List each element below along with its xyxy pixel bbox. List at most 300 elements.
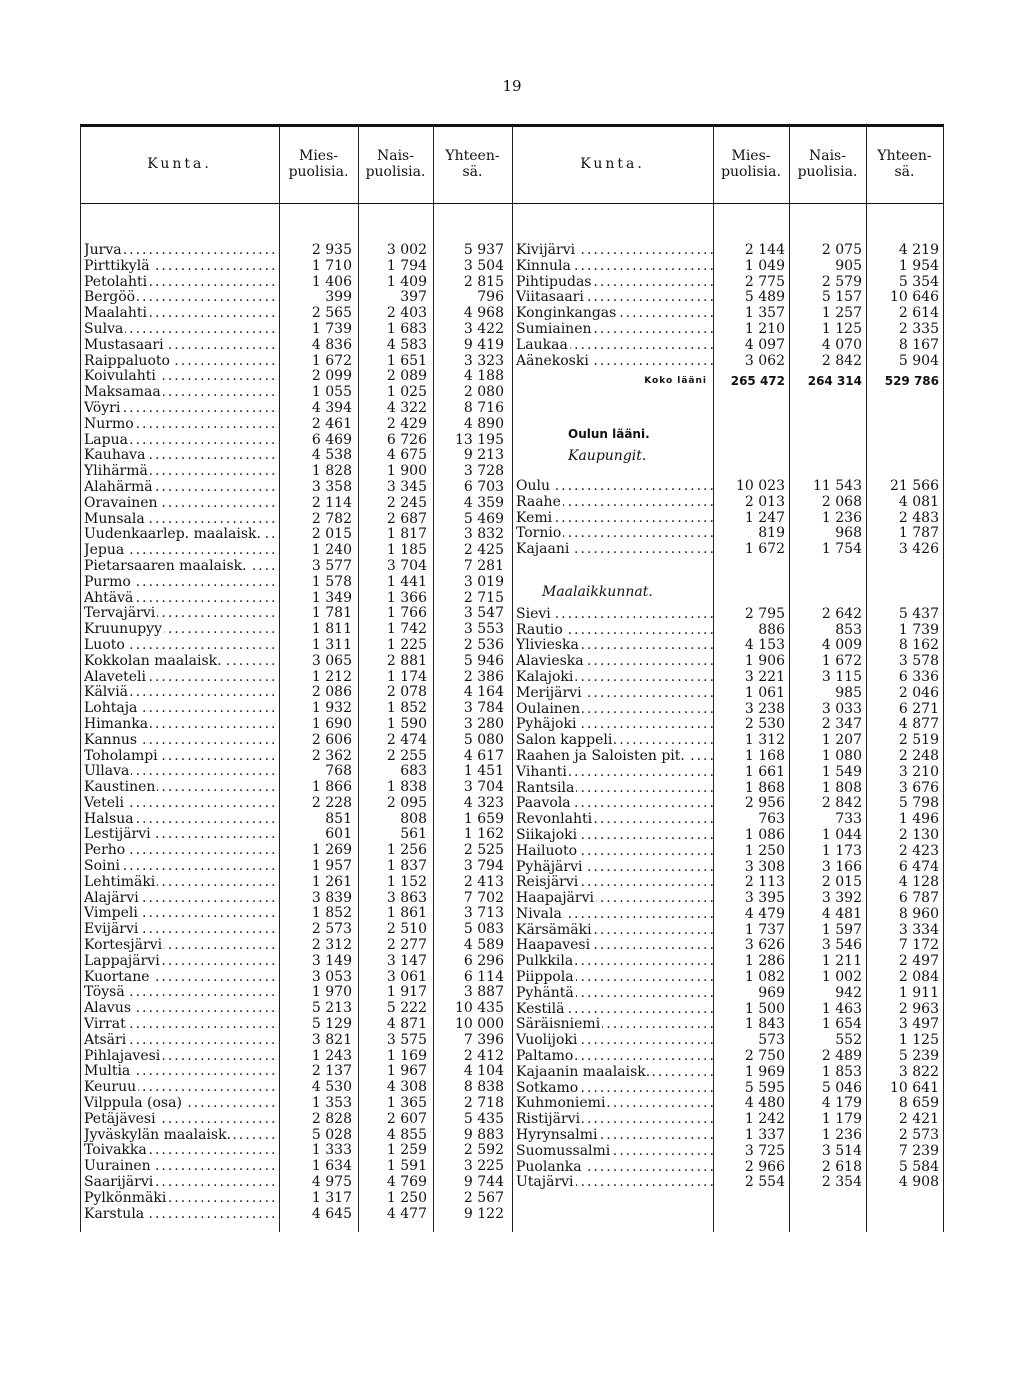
miespuolisia-value: 1 311 bbox=[311, 636, 352, 653]
miespuolisia-value: 1 781 bbox=[311, 605, 352, 622]
naispuolisia-value: 683 bbox=[400, 763, 427, 780]
kunta-name: Kajaanin maalaisk. ..... bbox=[516, 1065, 713, 1081]
miespuolisia-value: 1 061 bbox=[744, 684, 785, 701]
yhteensa-value: 1 954 bbox=[898, 257, 939, 274]
kunta-name: Salon kappeli ..... bbox=[516, 733, 713, 749]
table-row bbox=[516, 891, 943, 907]
kunta-name: Lappajärvi ..... bbox=[84, 954, 279, 970]
kunta-name: Raahen ja Saloisten pit. ..... bbox=[516, 749, 713, 765]
table-row bbox=[516, 259, 943, 275]
yhteensa-value: 4 219 bbox=[898, 242, 939, 258]
kunta-name: Ähtävä ..... bbox=[84, 591, 279, 607]
naispuolisia-value: 853 bbox=[835, 621, 862, 638]
yhteensa-value: 3 225 bbox=[463, 1158, 504, 1175]
yhteensa-value: 10 646 bbox=[890, 289, 939, 306]
kunta-name: Hyrynsalmi ..... bbox=[516, 1128, 713, 1144]
table-row bbox=[516, 970, 943, 986]
miespuolisia-value: 3 065 bbox=[311, 652, 352, 669]
table-row bbox=[84, 780, 508, 796]
naispuolisia-value: 552 bbox=[835, 1032, 862, 1049]
yhteensa-value: 6 474 bbox=[898, 858, 939, 875]
kunta-name: Merijärvi ..... bbox=[516, 686, 713, 702]
miespuolisia-value: 1 261 bbox=[311, 873, 352, 890]
table-row bbox=[84, 401, 508, 417]
naispuolisia-value: 1 654 bbox=[821, 1016, 862, 1033]
kunta-name: Siikajoki ..... bbox=[516, 828, 713, 844]
yhteensa-value: 2 715 bbox=[463, 589, 504, 606]
naispuolisia-value: 2 403 bbox=[386, 305, 427, 322]
yhteensa-value: 4 589 bbox=[463, 937, 504, 954]
yhteensa-value: 3 280 bbox=[463, 715, 504, 732]
naispuolisia-value: 4 675 bbox=[386, 447, 427, 464]
miespuolisia-value: 5 129 bbox=[311, 1016, 352, 1033]
naispuolisia-value: 2 687 bbox=[386, 510, 427, 527]
yhteensa-value: 9 883 bbox=[463, 1126, 504, 1143]
miespuolisia-value: 2 966 bbox=[744, 1158, 785, 1175]
yhteensa-value: 3 704 bbox=[463, 779, 504, 796]
yhteensa-value: 8 162 bbox=[898, 637, 939, 654]
naispuolisia-value: 4 769 bbox=[386, 1174, 427, 1191]
naispuolisia-value: 4 179 bbox=[821, 1095, 862, 1112]
miespuolisia-value: 2 362 bbox=[311, 747, 352, 764]
naispuolisia-value: 4 009 bbox=[821, 637, 862, 654]
yhteensa-value: 2 046 bbox=[898, 684, 939, 701]
miespuolisia-value: 399 bbox=[325, 289, 352, 306]
kunta-name: Uudenkaarlep. maalaisk. ..... bbox=[84, 527, 279, 543]
yhteensa-value: 4 188 bbox=[463, 368, 504, 385]
yhteensa-value: 3 578 bbox=[898, 653, 939, 670]
naispuolisia-value: 808 bbox=[400, 810, 427, 827]
kunta-name: Halsua ..... bbox=[84, 812, 279, 828]
table-row bbox=[84, 575, 508, 591]
table-row bbox=[84, 701, 508, 717]
miespuolisia-value: 1 357 bbox=[744, 305, 785, 322]
naispuolisia-value: 4 322 bbox=[386, 399, 427, 416]
naispuolisia-value: 2 489 bbox=[821, 1048, 862, 1065]
yhteensa-value: 3 497 bbox=[898, 1016, 939, 1033]
table-row bbox=[84, 1207, 508, 1223]
yhteensa-value: 9 744 bbox=[463, 1174, 504, 1191]
table-row bbox=[516, 1033, 943, 1049]
kunta-name: Kalajoki ..... bbox=[516, 670, 713, 686]
kunta-name: Vuolijoki ..... bbox=[516, 1033, 713, 1049]
table-row bbox=[84, 638, 508, 654]
yhteensa-value: 5 904 bbox=[898, 352, 939, 369]
naispuolisia-value: 3 546 bbox=[821, 937, 862, 954]
yhteensa-value: 3 887 bbox=[463, 984, 504, 1001]
header-kunta-right: Kunta. bbox=[580, 156, 645, 172]
table-row bbox=[516, 796, 943, 812]
naispuolisia-value: 4 855 bbox=[386, 1126, 427, 1143]
table-row bbox=[516, 290, 943, 306]
miespuolisia-value: 2 114 bbox=[311, 494, 352, 511]
naispuolisia-value: 942 bbox=[835, 984, 862, 1001]
yhteensa-value: 796 bbox=[477, 289, 504, 306]
miespuolisia-value: 3 821 bbox=[311, 1031, 352, 1048]
miespuolisia-value: 1 811 bbox=[311, 621, 352, 638]
yhteensa-value: 2 963 bbox=[898, 1000, 939, 1017]
naispuolisia-value: 1 211 bbox=[821, 953, 862, 970]
table-row bbox=[84, 954, 508, 970]
miespuolisia-value: 1 240 bbox=[311, 542, 352, 559]
naispuolisia-value: 733 bbox=[835, 811, 862, 828]
naispuolisia-value: 2 510 bbox=[386, 921, 427, 938]
table-row bbox=[84, 369, 508, 385]
miespuolisia-value: 1 337 bbox=[744, 1127, 785, 1144]
miespuolisia-value: 1 906 bbox=[744, 653, 785, 670]
yhteensa-value: 2 425 bbox=[463, 542, 504, 559]
kunta-name: Kuortane ..... bbox=[84, 970, 279, 986]
yhteensa-value: 2 567 bbox=[463, 1189, 504, 1206]
table-row bbox=[516, 1128, 943, 1144]
kunta-name: Tervajärvi ..... bbox=[84, 606, 279, 622]
yhteensa-value: 2 815 bbox=[463, 273, 504, 290]
table-row bbox=[84, 1064, 508, 1080]
table-row bbox=[84, 290, 508, 306]
table-row bbox=[84, 1049, 508, 1065]
miespuolisia-value: 2 554 bbox=[744, 1174, 785, 1191]
yhteensa-value: 6 703 bbox=[463, 478, 504, 495]
table-row bbox=[516, 1049, 943, 1065]
kunta-name: Petäjävesi ..... bbox=[84, 1112, 279, 1128]
miespuolisia-value: 2 461 bbox=[311, 415, 352, 432]
miespuolisia-value: 2 015 bbox=[311, 526, 352, 543]
yhteensa-value: 5 354 bbox=[898, 273, 939, 290]
miespuolisia-value: 4 538 bbox=[311, 447, 352, 464]
miespuolisia-value: 4 645 bbox=[311, 1205, 352, 1222]
miespuolisia-value: 2 782 bbox=[311, 510, 352, 527]
miespuolisia-value: 1 852 bbox=[311, 905, 352, 922]
miespuolisia-value: 1 932 bbox=[311, 700, 352, 717]
table-row bbox=[84, 496, 508, 512]
table-row bbox=[516, 1017, 943, 1033]
kunta-name: Raippaluoto ..... bbox=[84, 354, 279, 370]
naispuolisia-value: 3 061 bbox=[386, 968, 427, 985]
yhteensa-value: 2 248 bbox=[898, 747, 939, 764]
miespuolisia-value: 2 312 bbox=[311, 937, 352, 954]
kunta-name: Konginkangas ..... bbox=[516, 306, 713, 322]
miespuolisia-value: 1 739 bbox=[311, 320, 352, 337]
miespuolisia-value: 6 469 bbox=[311, 431, 352, 448]
table-row bbox=[84, 827, 508, 843]
miespuolisia-value: 2 530 bbox=[744, 716, 785, 733]
table-row bbox=[516, 828, 943, 844]
miespuolisia-value: 2 935 bbox=[311, 242, 352, 258]
table-row bbox=[516, 654, 943, 670]
miespuolisia-value: 3 308 bbox=[744, 858, 785, 875]
kunta-name: Reisjärvi ..... bbox=[516, 875, 713, 891]
table-row bbox=[516, 875, 943, 891]
kunta-name: Uurainen ..... bbox=[84, 1159, 279, 1175]
kunta-name: Jyväskylän maalaisk. ..... bbox=[84, 1128, 279, 1144]
miespuolisia-value: 2 137 bbox=[311, 1063, 352, 1080]
table-row bbox=[84, 622, 508, 638]
yhteensa-value: 8 716 bbox=[463, 399, 504, 416]
miespuolisia-value: 4 975 bbox=[311, 1174, 352, 1191]
miespuolisia-value: 886 bbox=[758, 621, 785, 638]
kunta-name: Soini ..... bbox=[84, 859, 279, 875]
naispuolisia-value: 1 852 bbox=[386, 700, 427, 717]
table-row bbox=[84, 322, 508, 338]
table-row bbox=[516, 1175, 943, 1191]
naispuolisia-value: 2 881 bbox=[386, 652, 427, 669]
column-divider bbox=[943, 126, 944, 1232]
kunta-name: Mustasaari ..... bbox=[84, 338, 279, 354]
kunta-name: Kaustinen ..... bbox=[84, 780, 279, 796]
kunta-name: Utajärvi ..... bbox=[516, 1175, 713, 1191]
kunta-name: Puolanka ..... bbox=[516, 1160, 713, 1176]
yhteensa-value: 4 128 bbox=[898, 874, 939, 891]
table-row bbox=[516, 954, 943, 970]
miespuolisia-value: 1 737 bbox=[744, 921, 785, 938]
naispuolisia-value: 2 245 bbox=[386, 494, 427, 511]
table-row bbox=[84, 1143, 508, 1159]
naispuolisia-value: 905 bbox=[835, 257, 862, 274]
table-row bbox=[84, 796, 508, 812]
naispuolisia-value: 968 bbox=[835, 525, 862, 542]
miespuolisia-value: 1 406 bbox=[311, 273, 352, 290]
kunta-name: Paltamo ..... bbox=[516, 1049, 713, 1065]
kunta-name: Kannus ..... bbox=[84, 733, 279, 749]
yhteensa-value: 2 413 bbox=[463, 873, 504, 890]
spacer bbox=[516, 465, 943, 479]
miespuolisia-value: 1 250 bbox=[744, 842, 785, 859]
miespuolisia-value: 3 725 bbox=[744, 1142, 785, 1159]
subsection-title-kaupungit: Kaupungit. bbox=[568, 448, 647, 465]
kunta-name: Kärsämäki ..... bbox=[516, 923, 713, 939]
kunta-name: Maalahti ..... bbox=[84, 306, 279, 322]
kunta-name: Kälviä ..... bbox=[84, 685, 279, 701]
table-row bbox=[84, 717, 508, 733]
miespuolisia-value: 2 013 bbox=[744, 493, 785, 510]
kunta-name: Virrat ..... bbox=[84, 1017, 279, 1033]
naispuolisia-value: 1 179 bbox=[821, 1111, 862, 1128]
table-row bbox=[84, 906, 508, 922]
miespuolisia-value: 1 672 bbox=[744, 541, 785, 558]
yhteensa-value: 1 659 bbox=[463, 810, 504, 827]
miespuolisia-value: 3 053 bbox=[311, 968, 352, 985]
yhteensa-value: 4 104 bbox=[463, 1063, 504, 1080]
kunta-name: Alaveteli ..... bbox=[84, 670, 279, 686]
table-row bbox=[516, 1002, 943, 1018]
miespuolisia-value: 4 480 bbox=[744, 1095, 785, 1112]
miespuolisia-value: 4 097 bbox=[744, 336, 785, 353]
miespuolisia-value: 1 843 bbox=[744, 1016, 785, 1033]
spacer bbox=[516, 393, 943, 427]
yhteensa-value: 6 336 bbox=[898, 668, 939, 685]
kunta-name: Pihtipudas ..... bbox=[516, 275, 713, 291]
yhteensa-value: 7 702 bbox=[463, 889, 504, 906]
kunta-name: Koivulahti ..... bbox=[84, 369, 279, 385]
yhteensa-value: 5 469 bbox=[463, 510, 504, 527]
kunta-name: Ylivieska ..... bbox=[516, 638, 713, 654]
table-row bbox=[516, 542, 943, 558]
table-row bbox=[84, 591, 508, 607]
miespuolisia-value: 969 bbox=[758, 984, 785, 1001]
miespuolisia-value: 3 149 bbox=[311, 952, 352, 969]
total-row bbox=[516, 369, 943, 393]
miespuolisia-value: 3 839 bbox=[311, 889, 352, 906]
miespuolisia-value: 3 062 bbox=[744, 352, 785, 369]
naispuolisia-value: 1 236 bbox=[821, 509, 862, 526]
yhteensa-value: 2 080 bbox=[463, 384, 504, 401]
naispuolisia-value: 3 514 bbox=[821, 1142, 862, 1159]
yhteensa-value: 8 659 bbox=[898, 1095, 939, 1112]
table-row bbox=[84, 275, 508, 291]
yhteensa-value: 3 504 bbox=[463, 257, 504, 274]
table-row bbox=[84, 1159, 508, 1175]
miespuolisia-value: 851 bbox=[325, 810, 352, 827]
table-row bbox=[516, 812, 943, 828]
miespuolisia-value: 1 210 bbox=[744, 320, 785, 337]
naispuolisia-value: 5 046 bbox=[821, 1079, 862, 1096]
table-row bbox=[84, 654, 508, 670]
kunta-name: Pietarsaaren maalaisk. ..... bbox=[84, 559, 279, 575]
kunta-name: Kajaani ..... bbox=[516, 542, 713, 558]
miespuolisia-value: 2 086 bbox=[311, 684, 352, 701]
yhteensa-value: 4 323 bbox=[463, 794, 504, 811]
naispuolisia-value: 3 033 bbox=[821, 700, 862, 717]
table-row bbox=[516, 749, 943, 765]
miespuolisia-value: 1 828 bbox=[311, 463, 352, 480]
table-row bbox=[84, 1191, 508, 1207]
naispuolisia-value: 3 115 bbox=[821, 668, 862, 685]
naispuolisia-value: 2 842 bbox=[821, 352, 862, 369]
naispuolisia-value: 2 078 bbox=[386, 684, 427, 701]
table-row bbox=[516, 338, 943, 354]
yhteensa-value: 3 728 bbox=[463, 463, 504, 480]
table-row bbox=[516, 844, 943, 860]
naispuolisia-value: 1 651 bbox=[386, 352, 427, 369]
naispuolisia-value: 1 549 bbox=[821, 763, 862, 780]
table-row bbox=[516, 907, 943, 923]
yhteensa-value: 4 164 bbox=[463, 684, 504, 701]
naispuolisia-value: 3 704 bbox=[386, 557, 427, 574]
kunta-name: Haapajärvi ..... bbox=[516, 891, 713, 907]
naispuolisia-value: 1 463 bbox=[821, 1000, 862, 1017]
miespuolisia-value: 3 238 bbox=[744, 700, 785, 717]
kunta-name: Lapua ..... bbox=[84, 433, 279, 449]
naispuolisia-value: 1 257 bbox=[821, 305, 862, 322]
yhteensa-value: 6 296 bbox=[463, 952, 504, 969]
yhteensa-value: 4 359 bbox=[463, 494, 504, 511]
table-row bbox=[84, 891, 508, 907]
header-miespuolisia-left: Mies- puolisia. bbox=[288, 148, 349, 180]
miespuolisia-value: 1 286 bbox=[744, 953, 785, 970]
naispuolisia-value: 2 354 bbox=[821, 1174, 862, 1191]
kunta-name: Sotkamo ..... bbox=[516, 1081, 713, 1097]
miespuolisia-value: 4 530 bbox=[311, 1079, 352, 1096]
miespuolisia-value: 3 626 bbox=[744, 937, 785, 954]
naispuolisia-value: 2 095 bbox=[386, 794, 427, 811]
kunta-name: Haapavesi ..... bbox=[516, 938, 713, 954]
naispuolisia-value: 1 861 bbox=[386, 905, 427, 922]
left-table-body bbox=[84, 243, 508, 1222]
naispuolisia-value: 3 147 bbox=[386, 952, 427, 969]
naispuolisia-value: 3 575 bbox=[386, 1031, 427, 1048]
naispuolisia-value: 11 543 bbox=[813, 477, 862, 494]
table-row bbox=[84, 606, 508, 622]
table-row bbox=[84, 433, 508, 449]
naispuolisia-value: 1 025 bbox=[386, 384, 427, 401]
kunta-name: Rautio ..... bbox=[516, 623, 713, 639]
table-row bbox=[516, 306, 943, 322]
miespuolisia-value: 1 710 bbox=[311, 257, 352, 274]
miespuolisia-value: 1 353 bbox=[311, 1095, 352, 1112]
miespuolisia-value: 601 bbox=[325, 826, 352, 843]
naispuolisia-value: 397 bbox=[400, 289, 427, 306]
miespuolisia-value: 2 228 bbox=[311, 794, 352, 811]
naispuolisia-value: 2 429 bbox=[386, 415, 427, 432]
kunta-name: Revonlahti ..... bbox=[516, 812, 713, 828]
miespuolisia-value: 1 957 bbox=[311, 858, 352, 875]
total-naispuolisia: 264 314 bbox=[807, 374, 862, 389]
table-row bbox=[516, 511, 943, 527]
yhteensa-value: 4 968 bbox=[463, 305, 504, 322]
naispuolisia-value: 3 002 bbox=[386, 242, 427, 258]
kunta-name: Vimpeli ..... bbox=[84, 906, 279, 922]
kunta-name: Töysä ..... bbox=[84, 985, 279, 1001]
kunta-name: Alavus ..... bbox=[84, 1001, 279, 1017]
table-row bbox=[84, 970, 508, 986]
table-row bbox=[84, 1017, 508, 1033]
kunta-name: Laukaa ..... bbox=[516, 338, 713, 354]
table-row bbox=[516, 1065, 943, 1081]
yhteensa-value: 7 396 bbox=[463, 1031, 504, 1048]
table-row bbox=[84, 859, 508, 875]
naispuolisia-value: 4 070 bbox=[821, 336, 862, 353]
table-row bbox=[84, 338, 508, 354]
kunta-name: Evijärvi ..... bbox=[84, 922, 279, 938]
kunta-name: Kemi ..... bbox=[516, 511, 713, 527]
table-row bbox=[84, 764, 508, 780]
table-row bbox=[516, 354, 943, 370]
table-row bbox=[84, 527, 508, 543]
header-yhteensa-left: Yhteen- sä. bbox=[445, 148, 500, 180]
table-row bbox=[84, 512, 508, 528]
miespuolisia-value: 1 247 bbox=[744, 509, 785, 526]
naispuolisia-value: 1 174 bbox=[386, 668, 427, 685]
miespuolisia-value: 4 153 bbox=[744, 637, 785, 654]
miespuolisia-value: 2 606 bbox=[311, 731, 352, 748]
kunta-name: Ristijärvi ..... bbox=[516, 1112, 713, 1128]
subsection-title-maalaiskunnat: Maalaikkunnat. bbox=[542, 583, 653, 600]
kunta-name: Ylihärmä ..... bbox=[84, 464, 279, 480]
header-naispuolisia-right: Nais- puolisia. bbox=[797, 148, 858, 180]
kunta-name: Multia ..... bbox=[84, 1064, 279, 1080]
kunta-name: Sievi ..... bbox=[516, 607, 713, 623]
kunta-name: Sumiainen ..... bbox=[516, 322, 713, 338]
naispuolisia-value: 4 871 bbox=[386, 1016, 427, 1033]
yhteensa-value: 2 592 bbox=[463, 1142, 504, 1159]
yhteensa-value: 21 566 bbox=[890, 477, 939, 494]
kunta-name: Munsala ..... bbox=[84, 512, 279, 528]
table-row bbox=[84, 670, 508, 686]
yhteensa-value: 8 838 bbox=[463, 1079, 504, 1096]
yhteensa-value: 5 798 bbox=[898, 795, 939, 812]
yhteensa-value: 2 718 bbox=[463, 1095, 504, 1112]
yhteensa-value: 2 536 bbox=[463, 636, 504, 653]
yhteensa-value: 5 946 bbox=[463, 652, 504, 669]
miespuolisia-value: 1 317 bbox=[311, 1189, 352, 1206]
table-row bbox=[84, 749, 508, 765]
table-row bbox=[84, 543, 508, 559]
miespuolisia-value: 2 750 bbox=[744, 1048, 785, 1065]
naispuolisia-value: 4 481 bbox=[821, 905, 862, 922]
table-row bbox=[84, 922, 508, 938]
miespuolisia-value: 5 595 bbox=[744, 1079, 785, 1096]
kunta-name: Oulainen ..... bbox=[516, 702, 713, 718]
